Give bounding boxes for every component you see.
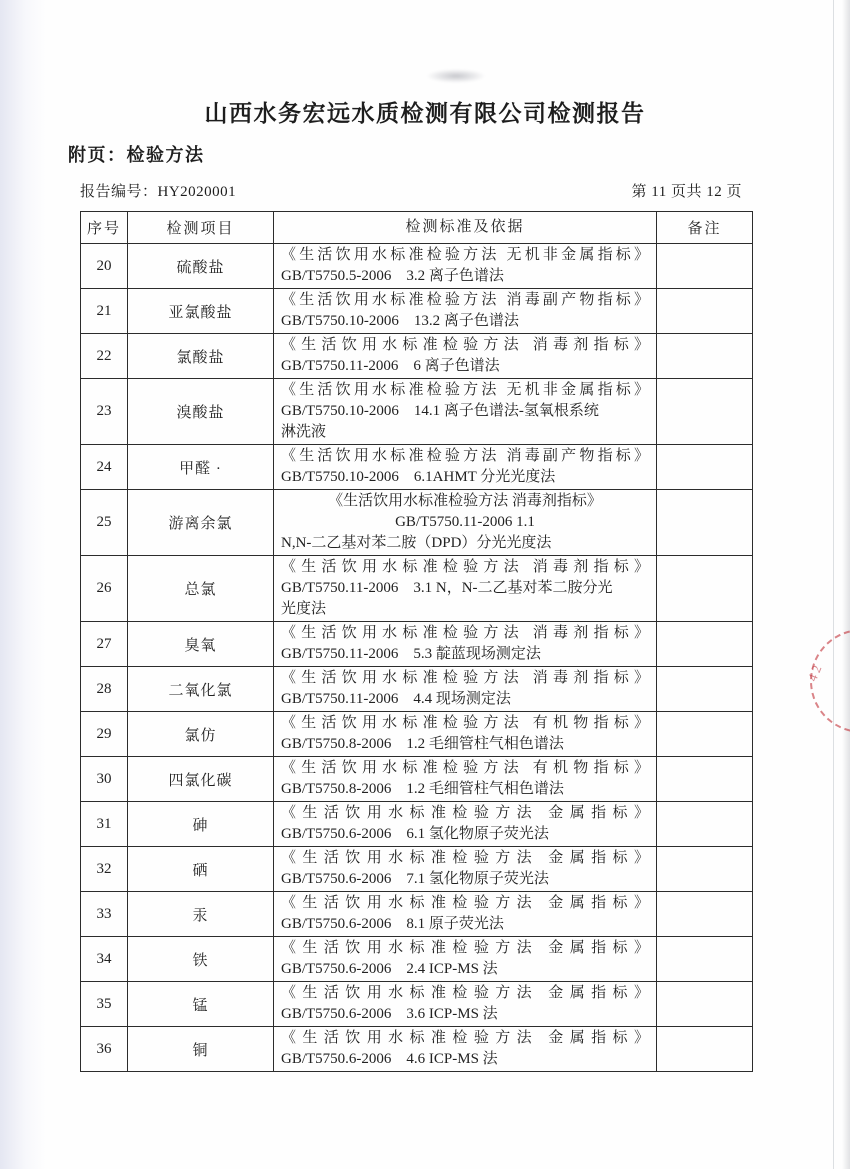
standard-cell (274, 445, 657, 489)
standard-line: 《生活饮用水标准检验方法 消毒剂指标》 (281, 559, 649, 575)
table-row (81, 937, 752, 982)
test-item-cell: 汞 (128, 892, 274, 936)
row-number-cell: 25 (81, 490, 128, 555)
standard-line: 《生活饮用水标准检验方法 金属指标》 (281, 805, 649, 821)
table-row (81, 445, 752, 490)
standard-cell (274, 667, 657, 711)
test-item-cell: 铜 (128, 1027, 274, 1071)
standard-line: 《生活饮用水标准检验方法 消毒剂指标》 (281, 625, 649, 641)
methods-table (80, 211, 753, 1072)
row-number-cell: 36 (81, 1027, 128, 1071)
standard-cell (274, 937, 657, 981)
standard-cell (274, 556, 657, 621)
standard-line: GB/T5750.11-2006 4.4 现场测定法 (281, 691, 511, 707)
remark-cell (657, 244, 752, 288)
table-row (81, 712, 752, 757)
test-item-cell: 铁 (128, 937, 274, 981)
remark-cell (657, 1027, 752, 1071)
standard-line: 光度法 (281, 601, 327, 617)
row-number-cell: 21 (81, 289, 128, 333)
standard-cell (274, 379, 657, 444)
row-number-cell: 34 (81, 937, 128, 981)
standard-line: 《生活饮用水标准检验方法 消毒剂指标》 (281, 337, 649, 353)
test-item-cell: 砷 (128, 802, 274, 846)
row-number-cell: 32 (81, 847, 128, 891)
test-item-cell: 硫酸盐 (128, 244, 274, 288)
standard-line: 《生活饮用水标准检验方法 消毒剂指标》 (281, 670, 649, 686)
table-header-row (81, 212, 752, 244)
standard-line: N,N-二乙基对苯二胺（DPD）分光光度法 (281, 535, 552, 551)
remark-cell (657, 712, 752, 756)
standard-line: GB/T5750.11-2006 6 离子色谱法 (281, 358, 500, 374)
meta-row (80, 180, 742, 201)
standard-line: 《生活饮用水标准检验方法 金属指标》 (281, 895, 649, 911)
page-fold-line (833, 0, 834, 1169)
test-item-cell: 锰 (128, 982, 274, 1026)
standard-cell (274, 802, 657, 846)
row-number-cell: 22 (81, 334, 128, 378)
remark-cell (657, 379, 752, 444)
table-row (81, 556, 752, 622)
standard-line: 《生活饮用水标准检验方法 消毒副产物指标》 (281, 448, 649, 464)
remark-cell (657, 802, 752, 846)
test-item-cell: 二氧化氯 (128, 667, 274, 711)
table-row (81, 379, 752, 445)
table-row (81, 982, 752, 1027)
standard-line: 《生活饮用水标准检验方法 消毒剂指标》 (328, 493, 602, 509)
standard-cell (274, 757, 657, 801)
table-row (81, 334, 752, 379)
red-seal-stamp (799, 618, 850, 744)
test-item-cell: 臭氧 (128, 622, 274, 666)
standard-line: 淋洗液 (281, 424, 327, 440)
header-no: 序号 (81, 212, 128, 243)
standard-line: 《生活饮用水标准检验方法 金属指标》 (281, 985, 649, 1001)
standard-line: GB/T5750.10-2006 6.1AHMT 分光光度法 (281, 469, 556, 485)
standard-cell (274, 982, 657, 1026)
standard-line: GB/T5750.10-2006 13.2 离子色谱法 (281, 313, 519, 329)
standard-line: GB/T5750.8-2006 1.2 毛细管柱气相色谱法 (281, 736, 564, 752)
row-number-cell: 20 (81, 244, 128, 288)
scan-edge-shadow (842, 0, 850, 1169)
remark-cell (657, 445, 752, 489)
standard-line: 《生活饮用水标准检验方法 有机物指标》 (281, 715, 649, 731)
remark-cell (657, 757, 752, 801)
table-row (81, 289, 752, 334)
table-row (81, 490, 752, 556)
report-number: 报告编号：HY2020001 (80, 184, 237, 200)
remark-cell (657, 847, 752, 891)
row-number-cell: 35 (81, 982, 128, 1026)
header-standard: 检测标准及依据 (274, 212, 657, 243)
test-item-cell: 四氯化碳 (128, 757, 274, 801)
standard-line: GB/T5750.8-2006 1.2 毛细管柱气相色谱法 (281, 781, 564, 797)
table-row (81, 802, 752, 847)
row-number-cell: 28 (81, 667, 128, 711)
standard-cell (274, 1027, 657, 1071)
remark-cell (657, 892, 752, 936)
test-item-cell: 亚氯酸盐 (128, 289, 274, 333)
standard-line: GB/T5750.11-2006 5.3 靛蓝现场测定法 (281, 646, 541, 662)
standard-line: 《生活饮用水标准检验方法 金属指标》 (281, 940, 649, 956)
test-item-cell: 总氯 (128, 556, 274, 621)
table-row (81, 1027, 752, 1071)
remark-cell (657, 556, 752, 621)
standard-line: 《生活饮用水标准检验方法 金属指标》 (281, 1030, 649, 1046)
standard-line: 《生活饮用水标准检验方法 有机物指标》 (281, 760, 649, 776)
row-number-cell: 31 (81, 802, 128, 846)
remark-cell (657, 289, 752, 333)
standard-line: 《生活饮用水标准检验方法 无机非金属指标》 (281, 382, 649, 398)
standard-line: GB/T5750.6-2006 8.1 原子荧光法 (281, 916, 504, 932)
document-title: 山西水务宏远水质检测有限公司检测报告 (204, 100, 646, 126)
test-item-cell: 氯仿 (128, 712, 274, 756)
standard-line: 《生活饮用水标准检验方法 消毒副产物指标》 (281, 292, 649, 308)
row-number-cell: 26 (81, 556, 128, 621)
remark-cell (657, 667, 752, 711)
standard-cell (274, 892, 657, 936)
test-item-cell: 游离余氯 (128, 490, 274, 555)
standard-cell (274, 490, 657, 555)
red-seal-text: 42 (804, 660, 826, 684)
header-remark: 备注 (687, 221, 722, 237)
row-number-cell: 23 (81, 379, 128, 444)
row-number-cell: 33 (81, 892, 128, 936)
standard-cell (274, 334, 657, 378)
table-row (81, 622, 752, 667)
scan-smudge (426, 69, 486, 83)
header-item: 检测项目 (128, 212, 274, 243)
test-item-cell: 硒 (128, 847, 274, 891)
standard-line: GB/T5750.10-2006 14.1 离子色谱法-氢氧根系统 (281, 403, 599, 419)
row-number-cell: 24 (81, 445, 128, 489)
standard-cell (274, 244, 657, 288)
standard-line: GB/T5750.6-2006 6.1 氢化物原子荧光法 (281, 826, 549, 842)
row-number-cell: 30 (81, 757, 128, 801)
appendix-label: 附页：检验方法 (68, 145, 205, 165)
row-number-cell: 27 (81, 622, 128, 666)
table-row (81, 244, 752, 289)
table-row (81, 847, 752, 892)
table-row (81, 757, 752, 802)
standard-cell (274, 712, 657, 756)
standard-line: GB/T5750.5-2006 3.2 离子色谱法 (281, 268, 504, 284)
row-number-cell: 29 (81, 712, 128, 756)
table-body (81, 244, 752, 1071)
standard-line: 《生活饮用水标准检验方法 无机非金属指标》 (281, 247, 649, 263)
table-row (81, 892, 752, 937)
remark-cell (657, 490, 752, 555)
remark-cell (657, 622, 752, 666)
test-item-cell: 甲醛 · (128, 445, 274, 489)
table-row (81, 667, 752, 712)
standard-line: 《生活饮用水标准检验方法 金属指标》 (281, 850, 649, 866)
test-item-cell: 溴酸盐 (128, 379, 274, 444)
standard-line: GB/T5750.6-2006 4.6 ICP-MS 法 (281, 1051, 498, 1067)
remark-cell (657, 937, 752, 981)
standard-cell (274, 289, 657, 333)
standard-line: GB/T5750.6-2006 7.1 氢化物原子荧光法 (281, 871, 549, 887)
remark-cell (657, 334, 752, 378)
standard-line: GB/T5750.6-2006 2.4 ICP-MS 法 (281, 961, 498, 977)
scan-edge-tint (0, 0, 46, 1169)
standard-cell (274, 847, 657, 891)
remark-cell (657, 982, 752, 1026)
standard-line: GB/T5750.11-2006 1.1 (395, 514, 535, 530)
test-item-cell: 氯酸盐 (128, 334, 274, 378)
standard-cell (274, 622, 657, 666)
page-indicator: 第 11 页共 12 页 (631, 184, 742, 200)
standard-line: GB/T5750.6-2006 3.6 ICP-MS 法 (281, 1006, 498, 1022)
standard-line: GB/T5750.11-2006 3.1 N，N-二乙基对苯二胺分光 (281, 580, 613, 596)
